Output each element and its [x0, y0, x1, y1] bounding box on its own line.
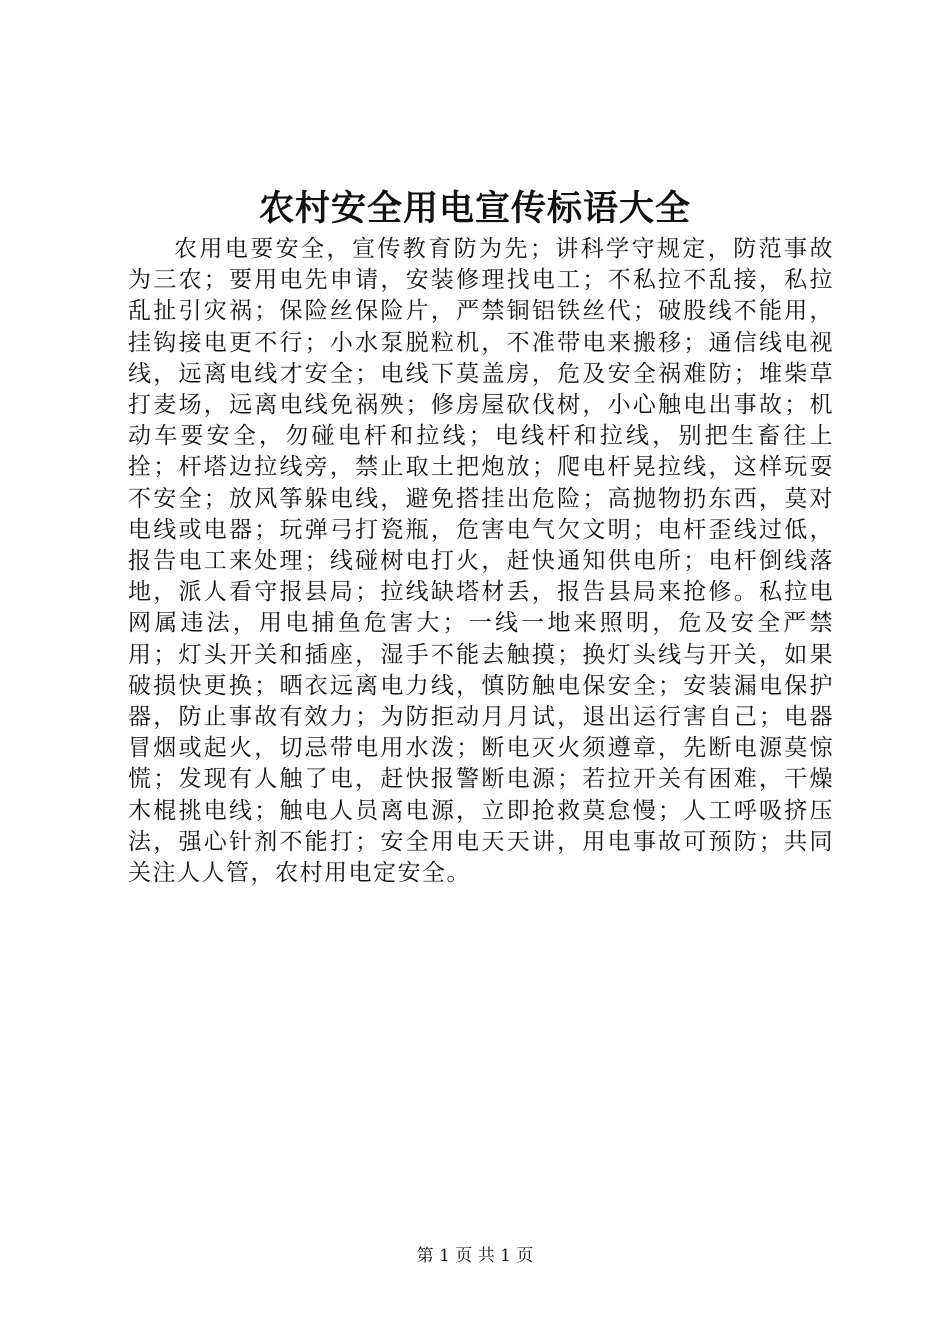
page-footer: 第 1 页 共 1 页: [416, 1246, 534, 1266]
document-title: 农村安全用电宣传标语大全: [258, 188, 691, 229]
document-body: 农用电要安全，宣传教育防为先；讲科学守规定，防范事故为三农；要用电先申请，安装修理找电工；不私拉不乱接，私拉乱扯引灾祸；保险丝保险片，严禁铜铝铁丝代；破股线不能用，挂钩接电更不行；小水泵脱粒机，不准带电来搬移；通信线电视线，远离电线才安全；电线下莫盖房，危及安全祸难防；堆柴草打麦场，远离电线免祸殃；修房屋砍伐树，小心触电出事故；机动车要安全，勿碰电杆和拉线；电线杆和拉线，别把生畜往上拴；杆塔边拉线旁，禁止取土把炮放；爬电杆晃拉线，这样玩耍不安全；放风筝躲电线，避免搭挂出危险；高抛物扔东西，莫对电线或电器；玩弹弓打瓷瓶，危害电气欠文明；电杆歪线过低，报告电工来处理；线碰树电打火，赶快通知供电所；电杆倒线落地，派人看守报县局；拉线缺塔材丢，报告县局来抢修。私拉电网属违法，用电捕鱼危害大；一线一地来照明，危及安全严禁用；灯头开关和插座，湿手不能去触摸；换灯头线与开关，如果破损快更换；晒衣远离电力线，慎防触电保安全；安装漏电保护器，防止事故有效力；为防拒动月月试，退出运行害自己；电器冒烟或起火，切忌带电用水泼；断电灭火须遵章，先断电源莫惊慌；发现有人触了电，赶快报警断电源；若拉开关有困难，干燥木棍挑电线；触电人员离电源，立即抢救莫怠慢；人工呼吸挤压法，强心针剂不能打；安全用电天天讲，用电事故可预防；共同关注人人管，农村用电定安全。: [128, 236, 834, 887]
